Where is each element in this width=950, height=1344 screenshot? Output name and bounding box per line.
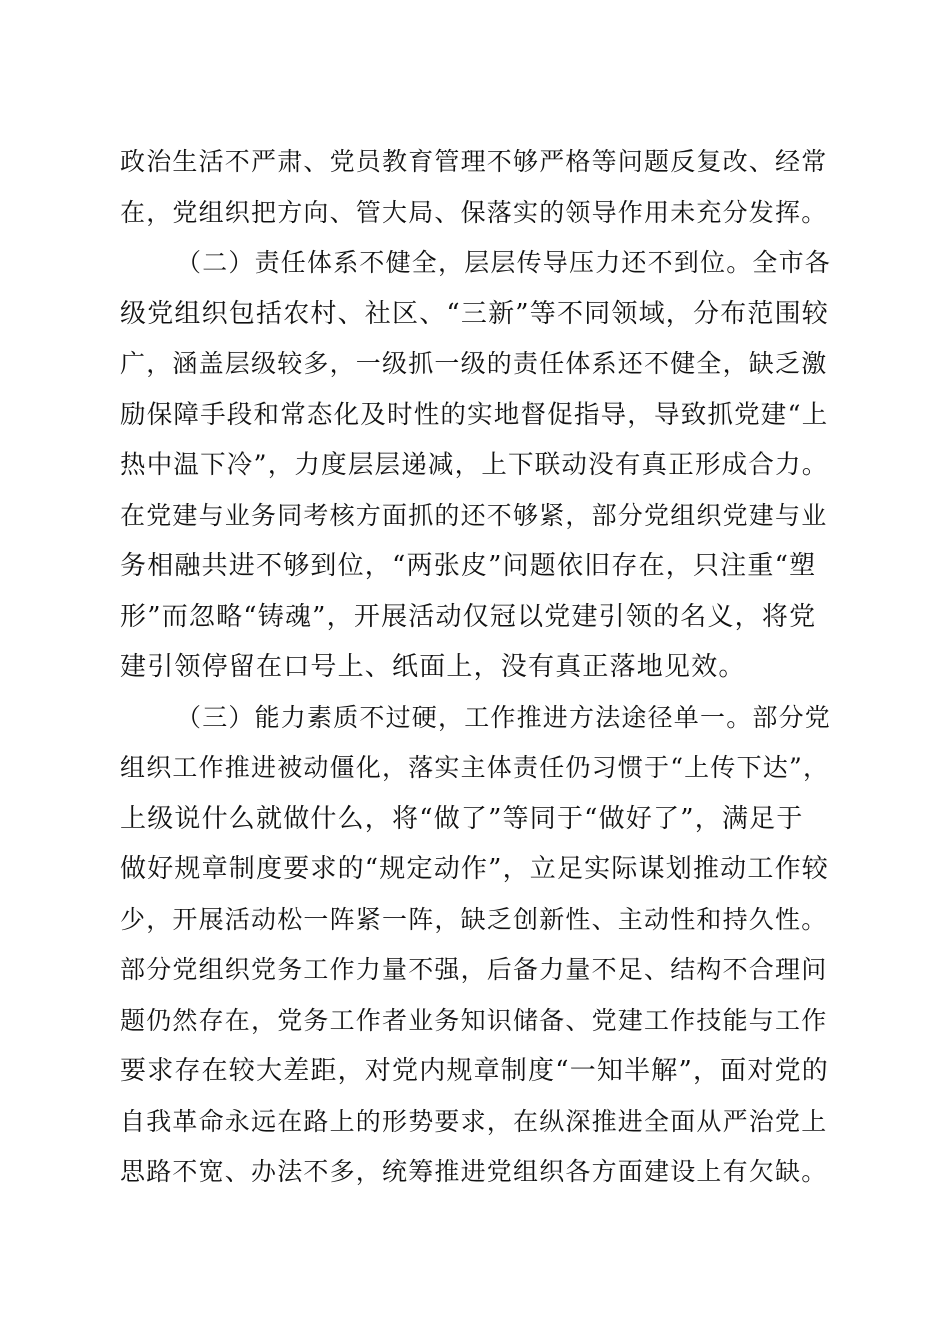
text-line: [120, 137, 840, 188]
line-text: 上级说什么就做什么，将“做了”等同于“做好了”，满足于: [120, 803, 804, 834]
line-text: 热中温下冷”，力度层层递减，上下联动没有真正形成合力。: [120, 450, 829, 480]
line-text: 广，涵盖层级较多，一级抓一级的责任体系还不健全，缺乏激: [120, 349, 828, 378]
line-text: 全市各: [752, 248, 832, 277]
line-text: 务相融共进不够到位，“两张皮”问题依旧存在，只注重“塑: [120, 551, 817, 581]
line-text: 政治生活不严肃、党员教育管理不够严格等问题反复改、经常: [120, 147, 828, 176]
text-line: [120, 1046, 840, 1097]
line-text: 建引领停留在口号上、纸面上，没有真正落地见效。: [120, 652, 746, 682]
line-text: 要求存在较大差距，对党内规章制度“一知半解”，面对党的: [120, 1056, 829, 1086]
line-text: 部分党: [752, 702, 832, 732]
line-text: 做好规章制度要求的“规定动作”，立足实际谋划推动工作较: [120, 854, 829, 884]
line-text: 在，党组织把方向、管大局、保落实的领导作用未充分发挥。: [120, 197, 828, 227]
text-line: [120, 289, 840, 340]
line-text: 组织工作推进被动僵化，落实主体责任仍习惯于“上传下达”，: [120, 753, 830, 782]
text-line: [120, 1147, 840, 1198]
text-line: [120, 844, 840, 895]
line-text: 励保障手段和常态化及时性的实地督促指导，导致抓党建“上: [120, 399, 829, 430]
text-line: [120, 238, 840, 289]
line-text: 少，开展活动松一阵紧一阵，缺乏创新性、主动性和持久性。: [120, 904, 828, 934]
text-line: [120, 794, 840, 845]
text-line: [120, 339, 840, 390]
text-line: [120, 491, 840, 542]
section-heading: （二）责任体系不健全，层层传导压力还不到位。: [176, 248, 753, 277]
text-line: [120, 996, 840, 1047]
line-text: 形”而忽略“铸魂”，开展活动仅冠以党建引领的名义，将党: [120, 601, 817, 632]
line-text: 级党组织包括农村、社区、“三新”等不同领域，分布范围较: [120, 298, 829, 329]
text-line: [120, 693, 840, 744]
line-text: 自我革命永远在路上的形势要求，在纵深推进全面从严治党上: [120, 1106, 828, 1136]
text-line: [120, 188, 840, 239]
line-text: 思路不宽、办法不多，统筹推进党组织各方面建设上有欠缺。: [120, 1157, 828, 1186]
text-line: [120, 1097, 840, 1148]
text-line: [120, 743, 840, 794]
text-line: [120, 642, 840, 693]
section-heading: （三）能力素质不过硬，工作推进方法途径单一。: [176, 702, 753, 732]
text-line: [120, 895, 840, 946]
line-text: 题仍然存在，党务工作者业务知识储备、党建工作技能与工作: [120, 1005, 828, 1035]
text-line: [120, 945, 840, 996]
document-body: [120, 137, 840, 1198]
line-text: 部分党组织党务工作力量不强，后备力量不足、结构不合理问: [120, 955, 828, 984]
text-line: [120, 440, 840, 491]
line-text: 在党建与业务同考核方面抓的还不够紧，部分党组织党建与业: [120, 500, 828, 530]
text-line: [120, 592, 840, 643]
text-line: [120, 541, 840, 592]
text-line: [120, 390, 840, 441]
